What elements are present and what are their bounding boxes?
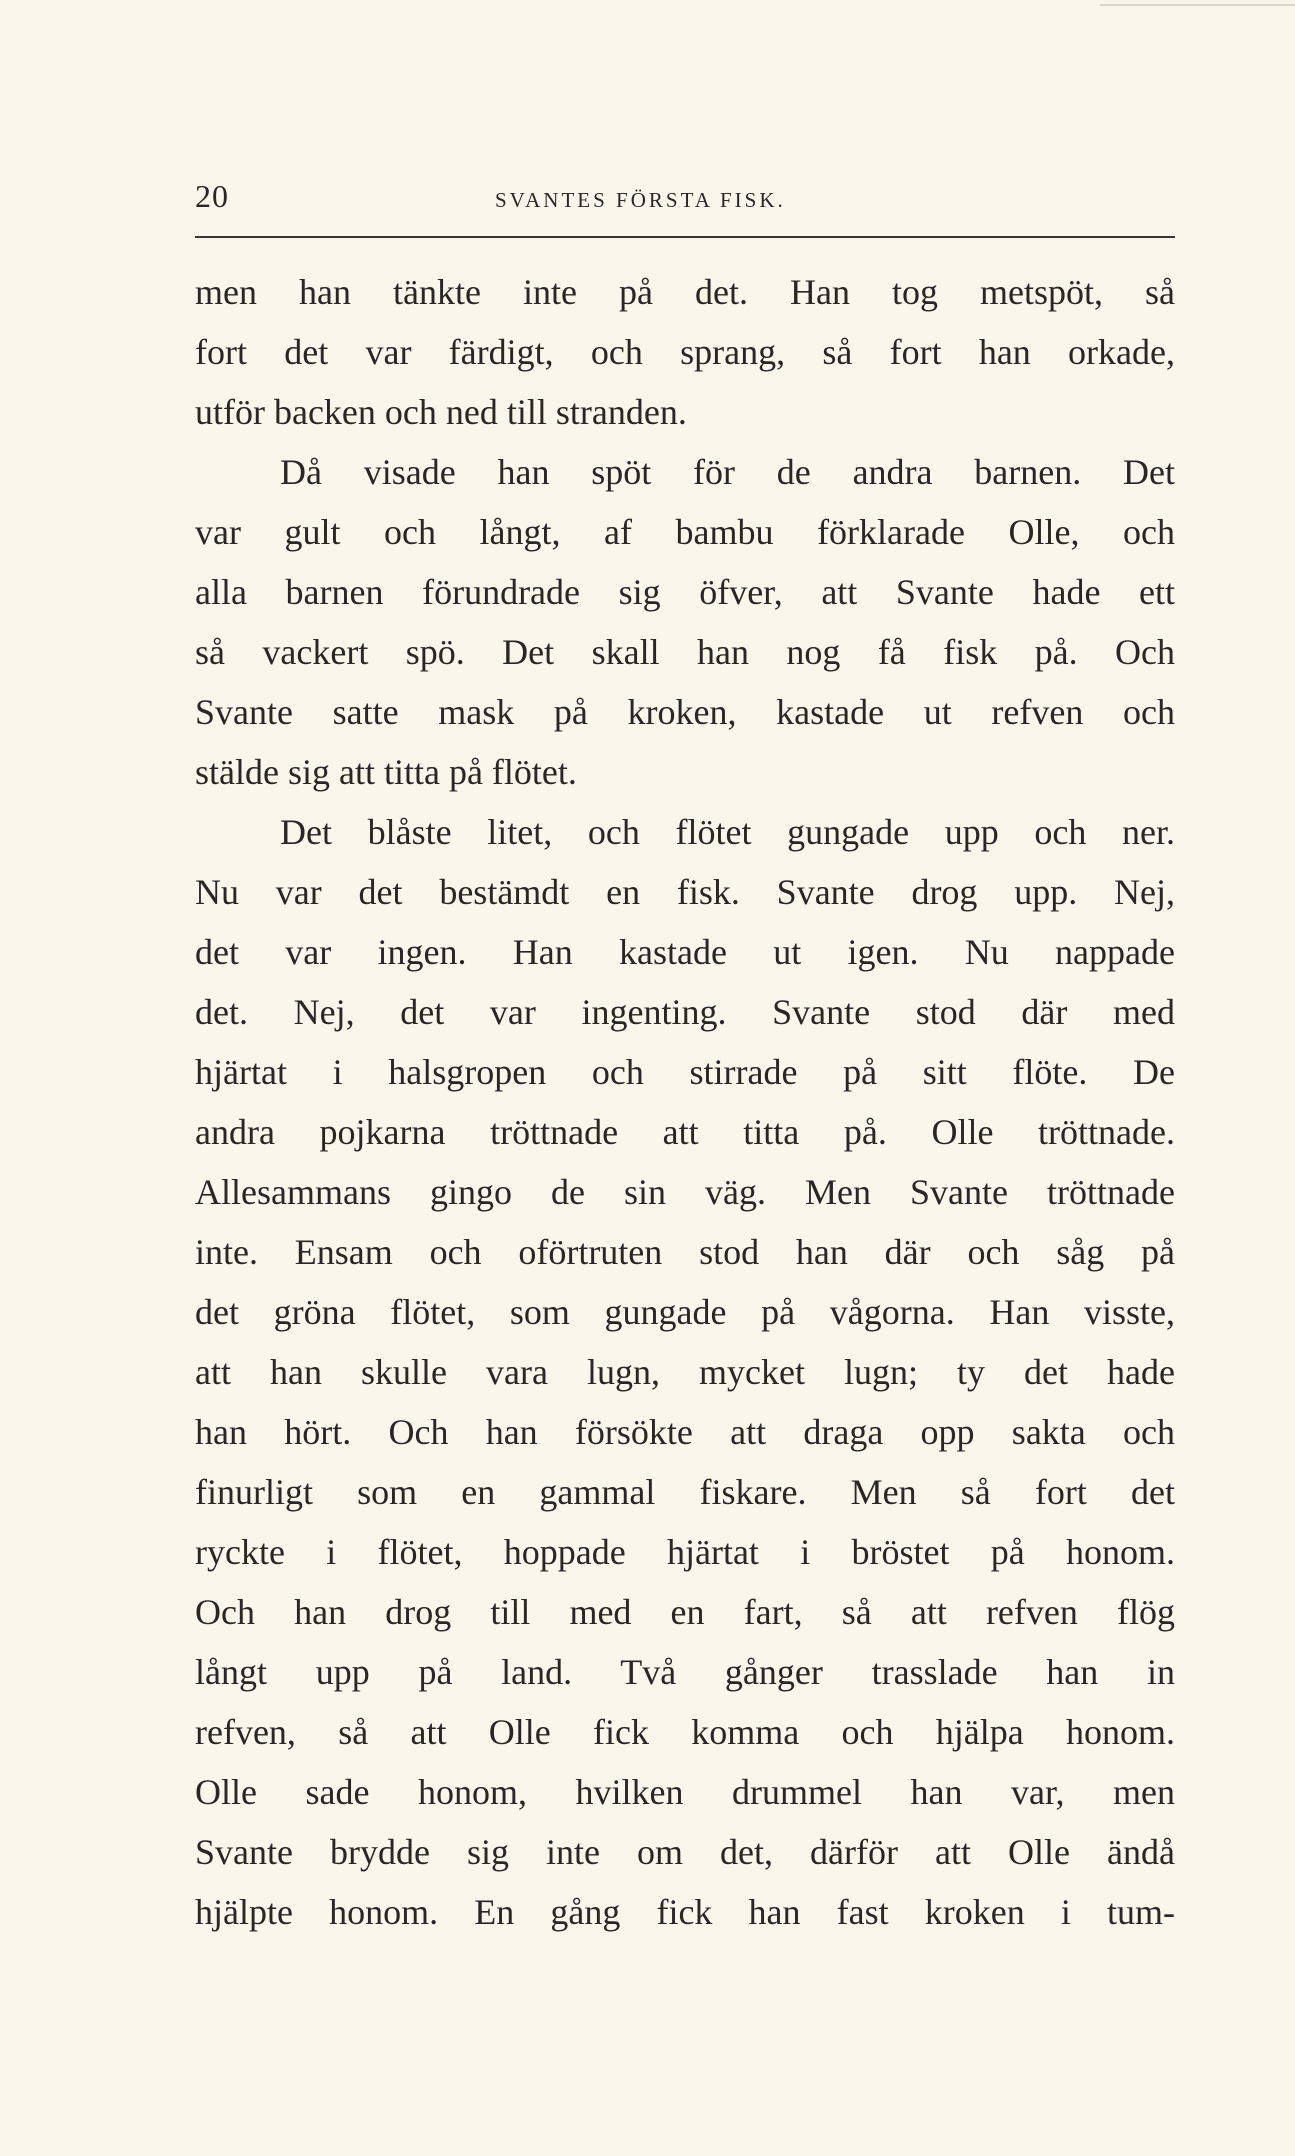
text-line: det var ingen. Han kastade ut igen. Nu nappade	[195, 932, 1175, 972]
text-line: långt upp på land. Två gånger trasslade han in	[195, 1652, 1175, 1692]
text-line: det. Nej, det var ingenting. Svante stod där med	[195, 992, 1175, 1032]
text-line: var gult och långt, af bambu förklarade Olle, och	[195, 512, 1175, 552]
text-line: utför backen och ned till stranden.	[195, 392, 687, 432]
text-line: Då visade han spöt för de andra barnen. Det	[280, 452, 1175, 492]
page-number: 20	[195, 178, 229, 214]
text-line: hjärtat i halsgropen och stirrade på sitt flöte. De	[195, 1052, 1175, 1092]
text-line: så vackert spö. Det skall han nog få fisk på. Och	[195, 632, 1175, 672]
body-text	[195, 262, 1175, 1942]
text-line: Svante satte mask på kroken, kastade ut refven och	[195, 692, 1175, 732]
text-line: Allesammans gingo de sin väg. Men Svante tröttnade	[195, 1172, 1175, 1212]
text-line: men han tänkte inte på det. Han tog metspöt, så	[195, 272, 1175, 312]
running-head	[195, 178, 1175, 228]
text-line: Svante brydde sig inte om det, därför att Olle ändå	[195, 1832, 1175, 1872]
text-line: det gröna flötet, som gungade på vågorna. Han visste,	[195, 1292, 1175, 1332]
scan-edge-line	[1100, 4, 1295, 6]
text-line: att han skulle vara lugn, mycket lugn; ty det hade	[195, 1352, 1175, 1392]
text-line: fort det var färdigt, och sprang, så fort han orkade,	[195, 332, 1175, 372]
text-line: stälde sig att titta på flötet.	[195, 752, 577, 792]
text-line: Och han drog till med en fart, så att refven flög	[195, 1592, 1175, 1632]
text-line: refven, så att Olle fick komma och hjälpa honom.	[195, 1712, 1175, 1752]
text-line: inte. Ensam och oförtruten stod han där och såg på	[195, 1232, 1175, 1272]
running-title: SVANTES FÖRSTA FISK.	[495, 188, 786, 212]
text-line: alla barnen förundrade sig öfver, att Svante hade ett	[195, 572, 1175, 612]
text-line: ryckte i flötet, hoppade hjärtat i bröstet på honom.	[195, 1532, 1175, 1572]
header-rule	[195, 236, 1175, 238]
text-line: han hört. Och han försökte att draga opp sakta och	[195, 1412, 1175, 1452]
text-line: Nu var det bestämdt en fisk. Svante drog upp. Nej,	[195, 872, 1175, 912]
text-line: Det blåste litet, och flötet gungade upp och ner.	[280, 812, 1175, 852]
text-line: andra pojkarna tröttnade att titta på. Olle tröttnade.	[195, 1112, 1175, 1152]
text-line: finurligt som en gammal fiskare. Men så fort det	[195, 1472, 1175, 1512]
text-line: Olle sade honom, hvilken drummel han var, men	[195, 1772, 1175, 1812]
text-line: hjälpte honom. En gång fick han fast kroken i tum-	[195, 1892, 1175, 1932]
